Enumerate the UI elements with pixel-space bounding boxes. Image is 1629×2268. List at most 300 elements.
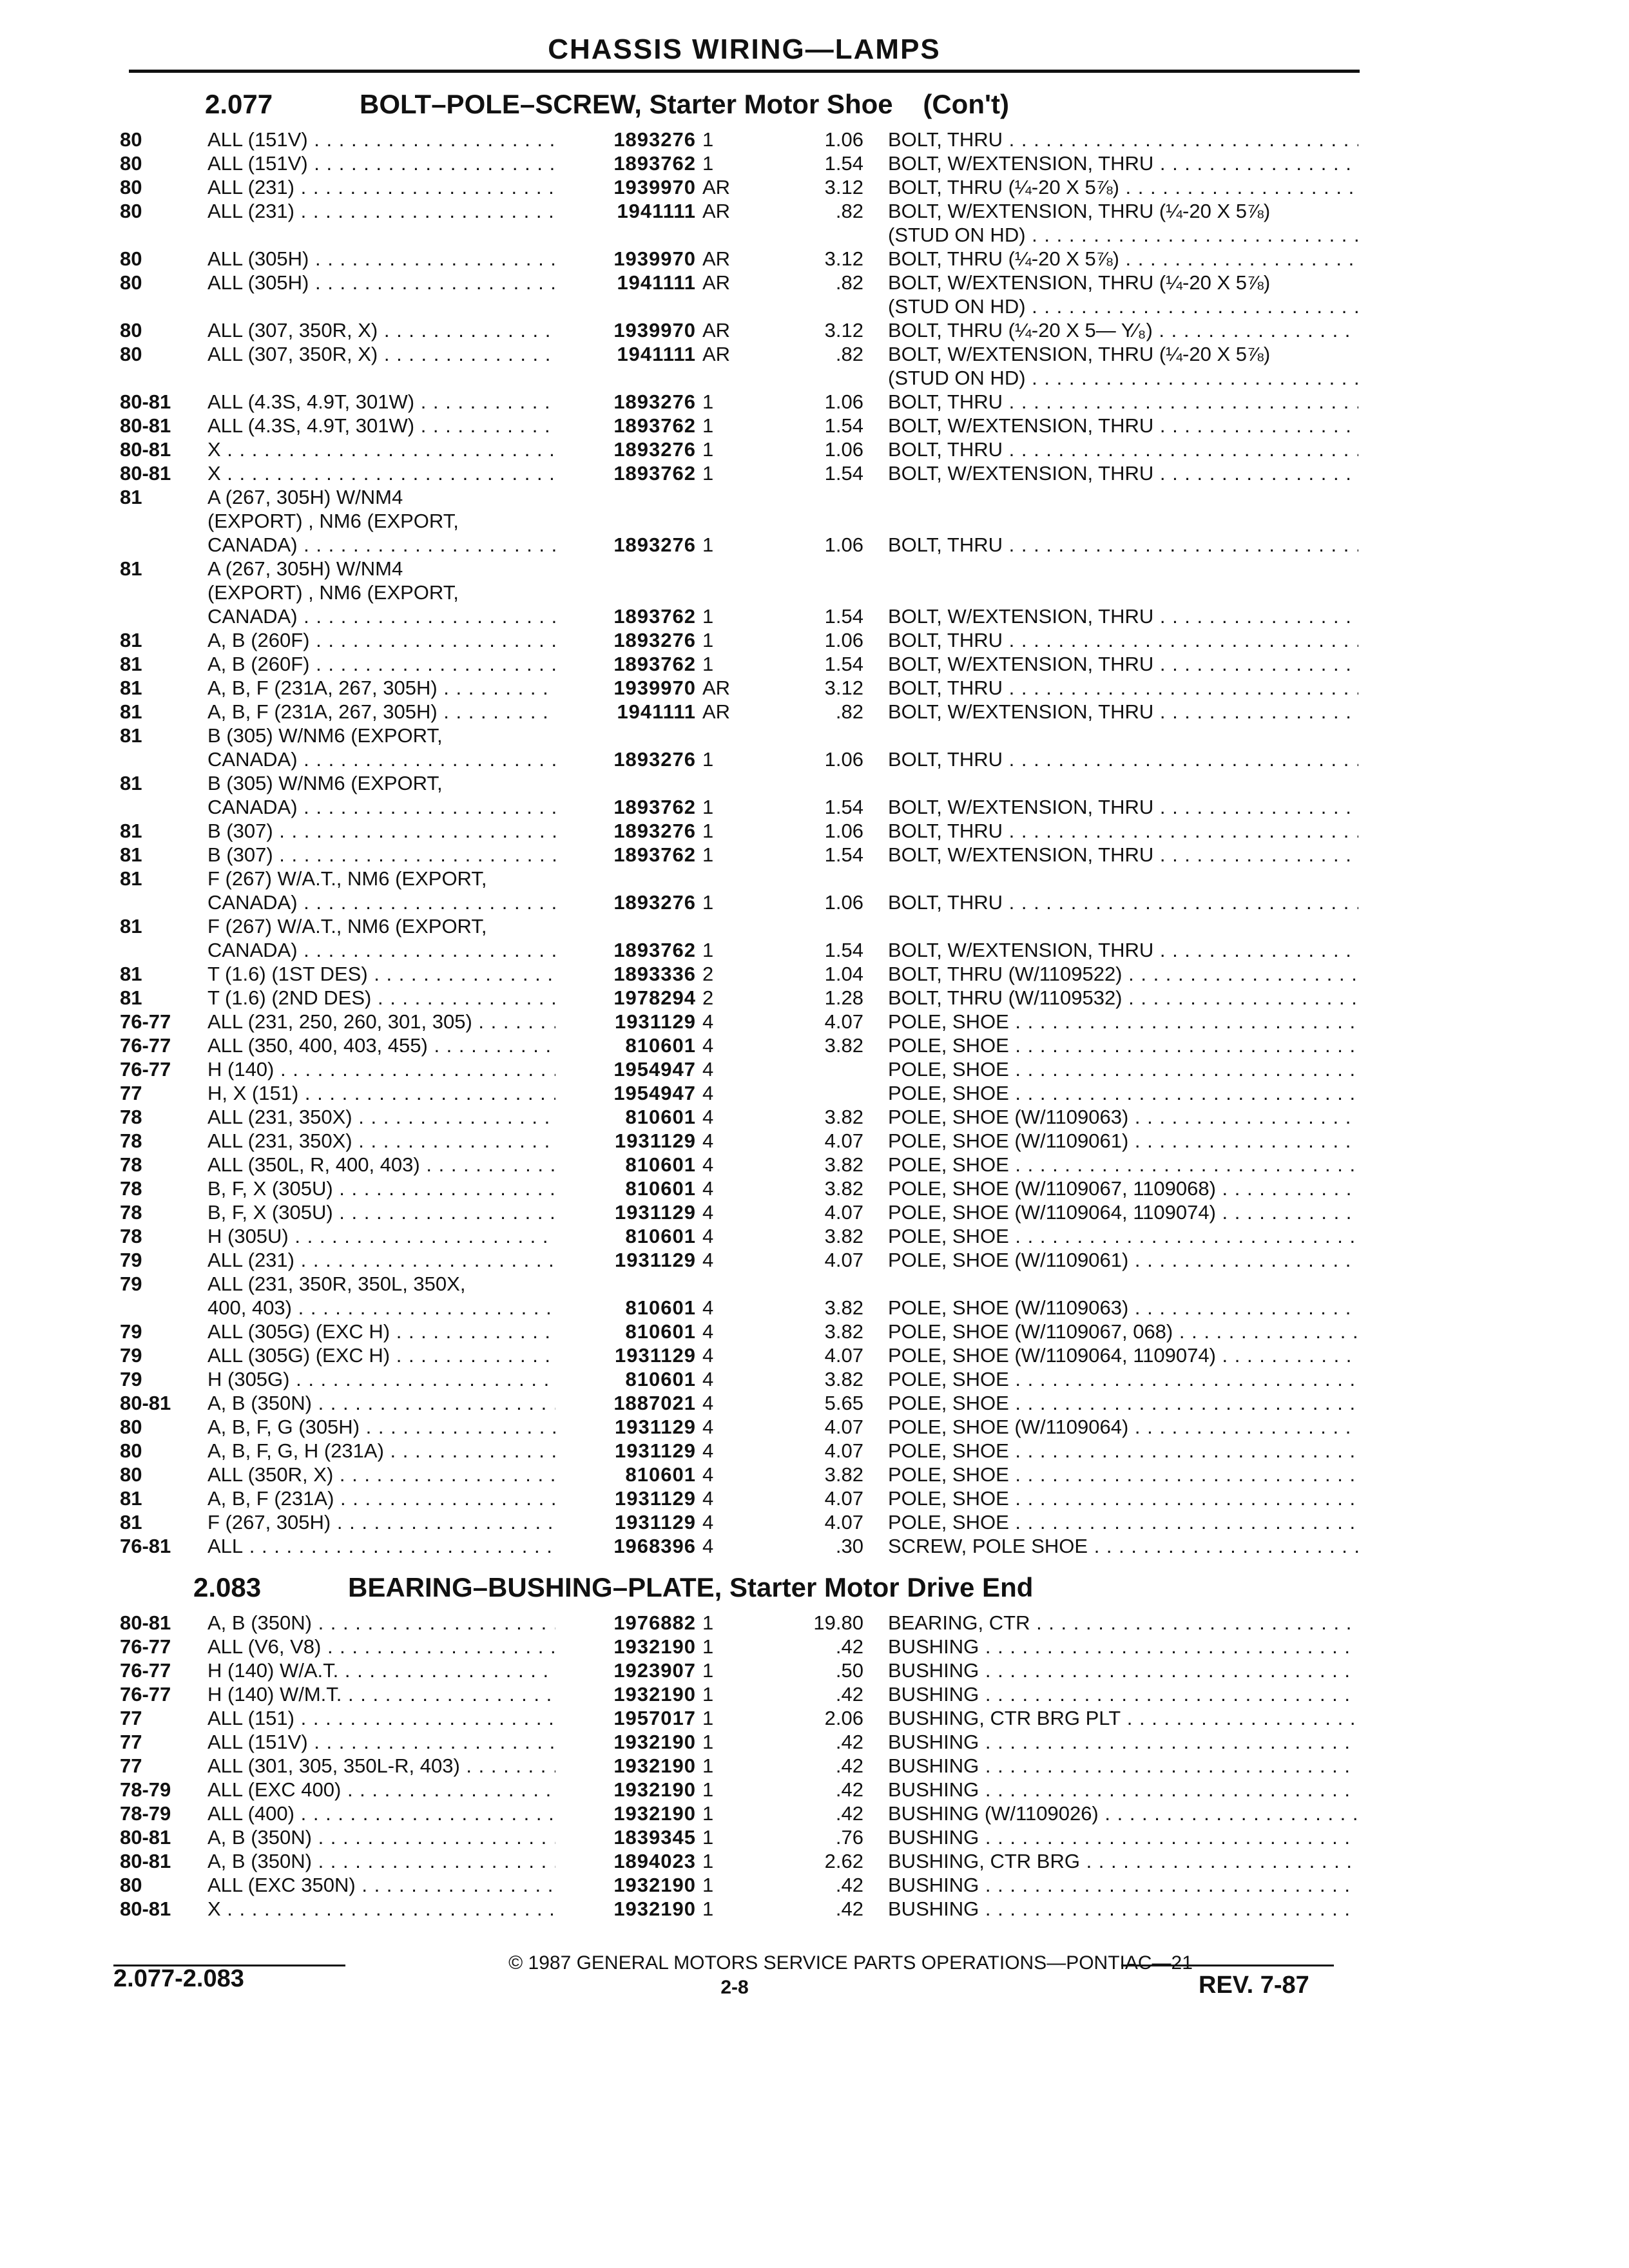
application-description: ALL (350L, R, 400, 403) . . . <box>207 1153 555 1177</box>
part-name: BOLT, THRU (¼-20 X 5⅞) . . . <box>888 175 1358 199</box>
table-row <box>0 1033 1629 1057</box>
part-number: 810601 <box>625 1177 696 1200</box>
price: .82 <box>835 200 863 222</box>
price: 1.06 <box>824 438 863 461</box>
part-number: 1941111 <box>617 700 696 723</box>
application-description: ALL (231, 350X) . . . <box>207 1129 555 1153</box>
model-year: 79 <box>120 1344 142 1367</box>
price: .82 <box>835 343 863 365</box>
table-row <box>0 604 1629 628</box>
table-row <box>0 1153 1629 1177</box>
table-row <box>0 533 1629 557</box>
quantity: 1 <box>702 1826 714 1849</box>
model-year: 81 <box>120 843 142 866</box>
model-year: 76-77 <box>120 1683 171 1706</box>
model-year: 81 <box>120 915 142 937</box>
price: 1.04 <box>824 963 863 985</box>
copyright-text: © 1987 GENERAL MOTORS SERVICE PARTS OPERATIONS—PONTIAC—21 <box>508 1952 1193 1974</box>
part-number: 1893762 <box>613 605 696 628</box>
quantity: 1 <box>702 1778 714 1801</box>
part-name: POLE, SHOE . . . <box>888 1439 1358 1463</box>
part-number: 1893762 <box>613 796 696 818</box>
table-row <box>0 1439 1629 1463</box>
part-number: 1893276 <box>613 533 696 556</box>
part-name: POLE, SHOE (W/1109061) . . . <box>888 1129 1358 1153</box>
quantity: 4 <box>702 1082 714 1104</box>
model-year: 80-81 <box>120 1826 171 1849</box>
price: 1.54 <box>824 796 863 818</box>
part-name: BOLT, W/EXTENSION, THRU (¼-20 X 5⅞) <box>888 200 1271 222</box>
section-title-bold: BOLT–POLE–SCREW, <box>360 89 642 119</box>
price: .30 <box>835 1535 863 1557</box>
model-year: 80-81 <box>120 1392 171 1414</box>
model-year: 78 <box>120 1129 142 1152</box>
part-name: BOLT, W/EXTENSION, THRU (¼-20 X 5⅞) <box>888 343 1271 365</box>
table-row <box>0 1611 1629 1635</box>
application-description: F (267, 305H) . . . <box>207 1510 555 1534</box>
table-row <box>0 676 1629 700</box>
model-year: 80 <box>120 271 142 294</box>
table-row <box>0 1825 1629 1849</box>
application-description: H (140) . . . <box>207 1057 555 1081</box>
price: 1.06 <box>824 629 863 651</box>
part-name: POLE, SHOE . . . <box>888 1057 1358 1081</box>
application-description: F (267) W/A.T., NM6 (EXPORT, <box>207 915 487 937</box>
part-number: 1893276 <box>613 128 696 151</box>
application-description: ALL (151) . . . <box>207 1706 555 1730</box>
price: 1.06 <box>824 748 863 771</box>
part-number: 1976882 <box>613 1611 696 1634</box>
price: 4.07 <box>824 1416 863 1438</box>
part-name: POLE, SHOE . . . <box>888 1463 1358 1486</box>
part-number: 810601 <box>625 1368 696 1390</box>
price: 4.07 <box>824 1249 863 1271</box>
quantity: 4 <box>702 1153 714 1176</box>
quantity: 1 <box>702 1754 714 1777</box>
part-number: 1893276 <box>613 891 696 914</box>
quantity: 4 <box>702 1010 714 1033</box>
price: 4.07 <box>824 1201 863 1224</box>
part-number: 1939970 <box>613 677 696 699</box>
model-year: 81 <box>120 557 142 580</box>
model-year: 78 <box>120 1201 142 1224</box>
price: .42 <box>835 1731 863 1753</box>
part-number: 1931129 <box>615 1487 696 1510</box>
model-year: 80-81 <box>120 1898 171 1920</box>
part-name: (STUD ON HD) . . . <box>888 366 1358 390</box>
part-number: 1893762 <box>613 653 696 675</box>
quantity: 4 <box>702 1439 714 1462</box>
part-name: (STUD ON HD) . . . <box>888 223 1358 247</box>
model-year: 80-81 <box>120 390 171 413</box>
price: .42 <box>835 1874 863 1896</box>
quantity: 1 <box>702 390 714 413</box>
application-description: T (1.6) (2ND DES) . . . <box>207 986 555 1010</box>
footer-copyright <box>348 1952 1353 1974</box>
model-year: 77 <box>120 1731 142 1753</box>
part-name: POLE, SHOE (W/1109064) . . . <box>888 1415 1358 1439</box>
quantity: 1 <box>702 1659 714 1682</box>
table-row <box>0 652 1629 676</box>
part-number: 1893336 <box>613 963 696 985</box>
table-row <box>0 1248 1629 1272</box>
model-year: 79 <box>120 1249 142 1271</box>
application-description: ALL (V6, V8) . . . <box>207 1635 555 1658</box>
quantity: AR <box>702 271 731 294</box>
price: 1.54 <box>824 462 863 485</box>
table-row <box>0 128 1629 151</box>
quantity: 1 <box>702 1802 714 1825</box>
quantity: 1 <box>702 128 714 151</box>
application-description: A, B, F, G, H (231A) . . . <box>207 1439 555 1463</box>
table-row <box>0 557 1629 581</box>
part-number: 1932190 <box>613 1683 696 1706</box>
quantity: AR <box>702 200 731 222</box>
price: 1.54 <box>824 843 863 866</box>
quantity: 1 <box>702 414 714 437</box>
quantity: 1 <box>702 748 714 771</box>
application-description: H, X (151) . . . <box>207 1081 555 1105</box>
price: .42 <box>835 1898 863 1920</box>
quantity: 1 <box>702 462 714 485</box>
part-name: POLE, SHOE . . . <box>888 1391 1358 1415</box>
table-row <box>0 581 1629 604</box>
model-year: 80 <box>120 1416 142 1438</box>
application-description: ALL (307, 350R, X) . . . <box>207 318 555 342</box>
part-number: 1931129 <box>615 1010 696 1033</box>
model-year: 77 <box>120 1082 142 1104</box>
table-row <box>0 1105 1629 1129</box>
part-name: BOLT, W/EXTENSION, THRU . . . <box>888 843 1358 867</box>
quantity: 4 <box>702 1392 714 1414</box>
table-row <box>0 1778 1629 1802</box>
application-description: X . . . <box>207 437 555 461</box>
price: 1.06 <box>824 891 863 914</box>
part-name: POLE, SHOE . . . <box>888 1033 1358 1057</box>
table-row <box>0 795 1629 819</box>
part-name: BOLT, THRU . . . <box>888 628 1358 652</box>
table-row <box>0 1415 1629 1439</box>
part-name: POLE, SHOE . . . <box>888 1010 1358 1033</box>
part-name: BOLT, W/EXTENSION, THRU . . . <box>888 700 1358 724</box>
table-row <box>0 1224 1629 1248</box>
application-description: H (305G) . . . <box>207 1367 555 1391</box>
table-row <box>0 1129 1629 1153</box>
section-number: 2.077 <box>205 89 273 119</box>
model-year: 81 <box>120 700 142 723</box>
table-row <box>0 294 1629 318</box>
part-number: 1932190 <box>613 1754 696 1777</box>
part-name: BOLT, THRU . . . <box>888 390 1358 414</box>
section-title-rest: Starter Motor Drive End <box>722 1572 1034 1602</box>
part-name: BOLT, W/EXTENSION, THRU . . . <box>888 461 1358 485</box>
price: 2.06 <box>824 1707 863 1729</box>
table-row <box>0 1730 1629 1754</box>
part-number: 810601 <box>625 1106 696 1128</box>
part-name: BUSHING, CTR BRG PLT . . . <box>888 1706 1358 1730</box>
section-title <box>348 1572 1033 1603</box>
quantity: 4 <box>702 1320 714 1343</box>
model-year: 81 <box>120 486 142 508</box>
price: 4.07 <box>824 1511 863 1533</box>
application-description: B (305) W/NM6 (EXPORT, <box>207 772 443 794</box>
application-description: ALL (307, 350R, X) . . . <box>207 342 555 366</box>
part-number: 1941111 <box>617 200 696 222</box>
table-row <box>0 1873 1629 1897</box>
price: .42 <box>835 1754 863 1777</box>
quantity: 1 <box>702 1611 714 1634</box>
application-description: ALL (305G) (EXC H) . . . <box>207 1343 555 1367</box>
section-title-suffix: (Con't) <box>923 89 1009 119</box>
application-description: ALL (231) . . . <box>207 199 555 223</box>
application-description: CANADA) . . . <box>207 795 555 819</box>
model-year: 78 <box>120 1177 142 1200</box>
part-number: 1939970 <box>613 247 696 270</box>
application-description: CANADA) . . . <box>207 747 555 771</box>
application-description: B (307) . . . <box>207 843 555 867</box>
quantity: AR <box>702 343 731 365</box>
part-name: BOLT, THRU . . . <box>888 676 1358 700</box>
quantity: 4 <box>702 1058 714 1081</box>
table-row <box>0 914 1629 938</box>
model-year: 81 <box>120 724 142 747</box>
model-year: 80 <box>120 1463 142 1486</box>
application-description: ALL (231) . . . <box>207 175 555 199</box>
model-year: 81 <box>120 677 142 699</box>
part-name: BUSHING . . . <box>888 1754 1358 1778</box>
table-row <box>0 485 1629 509</box>
table-row <box>0 390 1629 414</box>
part-number: 1932190 <box>613 1778 696 1801</box>
table-row <box>0 628 1629 652</box>
part-number: 1931129 <box>615 1439 696 1462</box>
application-description: ALL (151V) . . . <box>207 128 555 151</box>
application-description: H (140) W/M.T. . . . <box>207 1682 555 1706</box>
application-description: A, B (350N) . . . <box>207 1611 555 1635</box>
part-number: 1923907 <box>613 1659 696 1682</box>
quantity: 1 <box>702 820 714 842</box>
table-row <box>0 1486 1629 1510</box>
table-row <box>0 819 1629 843</box>
price: 1.06 <box>824 820 863 842</box>
price: .42 <box>835 1683 863 1706</box>
part-name: BUSHING . . . <box>888 1682 1358 1706</box>
price: 4.07 <box>824 1010 863 1033</box>
application-description: ALL (4.3S, 4.9T, 301W) . . . <box>207 390 555 414</box>
part-name: POLE, SHOE (W/1109061) . . . <box>888 1248 1358 1272</box>
table-row <box>0 151 1629 175</box>
application-description: B, F, X (305U) . . . <box>207 1177 555 1200</box>
quantity: AR <box>702 176 731 198</box>
part-number: 1931129 <box>615 1416 696 1438</box>
part-name: POLE, SHOE . . . <box>888 1224 1358 1248</box>
table-row <box>0 437 1629 461</box>
application-description: ALL (350R, X) . . . <box>207 1463 555 1486</box>
model-year: 76-77 <box>120 1635 171 1658</box>
part-name: BOLT, THRU (¼-20 X 5— Y⁄₈) . . . <box>888 318 1358 342</box>
application-description: T (1.6) (1ST DES) . . . <box>207 962 555 986</box>
part-number: 1957017 <box>613 1707 696 1729</box>
part-name: BUSHING . . . <box>888 1658 1358 1682</box>
model-year: 76-77 <box>120 1034 171 1057</box>
part-number: 1932190 <box>613 1635 696 1658</box>
model-year: 81 <box>120 772 142 794</box>
part-number: 1932190 <box>613 1731 696 1753</box>
price: 3.12 <box>824 176 863 198</box>
quantity: 4 <box>702 1106 714 1128</box>
table-row <box>0 1177 1629 1200</box>
section-title-rest: Starter Motor Shoe <box>641 89 893 119</box>
quantity: 1 <box>702 605 714 628</box>
application-description: A, B (350N) . . . <box>207 1849 555 1873</box>
part-number: 1893276 <box>613 748 696 771</box>
table-row <box>0 1682 1629 1706</box>
application-description: CANADA) . . . <box>207 533 555 557</box>
quantity: 4 <box>702 1487 714 1510</box>
application-description: A, B (260F) . . . <box>207 652 555 676</box>
price: 3.82 <box>824 1463 863 1486</box>
quantity: 1 <box>702 843 714 866</box>
quantity: AR <box>702 247 731 270</box>
price: .82 <box>835 700 863 723</box>
part-name: POLE, SHOE (W/1109063) . . . <box>888 1105 1358 1129</box>
quantity: AR <box>702 700 731 723</box>
part-number: 810601 <box>625 1153 696 1176</box>
quantity: 1 <box>702 1874 714 1896</box>
quantity: 4 <box>702 1201 714 1224</box>
quantity: 1 <box>702 1683 714 1706</box>
table-row <box>0 342 1629 366</box>
model-year: 80 <box>120 200 142 222</box>
table-row <box>0 1463 1629 1486</box>
application-description: ALL (350, 400, 403, 455) . . . <box>207 1033 555 1057</box>
model-year: 80 <box>120 247 142 270</box>
model-year: 80 <box>120 343 142 365</box>
part-name: BOLT, THRU . . . <box>888 819 1358 843</box>
part-number: 1931129 <box>615 1249 696 1271</box>
price: 5.65 <box>824 1392 863 1414</box>
application-description: CANADA) . . . <box>207 890 555 914</box>
application-description: 400, 403) . . . <box>207 1296 555 1320</box>
model-year: 81 <box>120 867 142 890</box>
application-description: X . . . <box>207 1897 555 1921</box>
price: 3.82 <box>824 1177 863 1200</box>
model-year: 76-81 <box>120 1535 171 1557</box>
part-name: BOLT, THRU . . . <box>888 128 1358 151</box>
table-row <box>0 509 1629 533</box>
part-name: SCREW, POLE SHOE . . . <box>888 1534 1358 1558</box>
quantity: 4 <box>702 1511 714 1533</box>
part-name: POLE, SHOE (W/1109067, 068) . . . <box>888 1320 1358 1343</box>
quantity: 4 <box>702 1344 714 1367</box>
model-year: 80 <box>120 152 142 175</box>
table-row <box>0 890 1629 914</box>
quantity: 2 <box>702 963 714 985</box>
application-description: A (267, 305H) W/NM4 <box>207 486 403 508</box>
quantity: 4 <box>702 1225 714 1247</box>
price: 3.82 <box>824 1368 863 1390</box>
model-year: 81 <box>120 820 142 842</box>
model-year: 77 <box>120 1754 142 1777</box>
quantity: 1 <box>702 1898 714 1920</box>
part-name: POLE, SHOE (W/1109063) . . . <box>888 1296 1358 1320</box>
part-name: BOLT, W/EXTENSION, THRU . . . <box>888 795 1358 819</box>
model-year: 80 <box>120 128 142 151</box>
model-year: 80-81 <box>120 1611 171 1634</box>
price: 1.54 <box>824 605 863 628</box>
table-row <box>0 247 1629 271</box>
model-year: 81 <box>120 1511 142 1533</box>
part-number: 1893276 <box>613 820 696 842</box>
part-number: 1893276 <box>613 438 696 461</box>
table-row <box>0 986 1629 1010</box>
quantity: 4 <box>702 1368 714 1390</box>
model-year: 76-77 <box>120 1010 171 1033</box>
price: 3.82 <box>824 1153 863 1176</box>
footer-revision: REV. 7-87 <box>1199 1972 1309 1999</box>
application-description: ALL (151V) . . . <box>207 151 555 175</box>
part-number: 1941111 <box>617 343 696 365</box>
part-number: 1941111 <box>617 271 696 294</box>
part-name: POLE, SHOE (W/1109064, 1109074) . . . <box>888 1200 1358 1224</box>
part-name: BOLT, W/EXTENSION, THRU . . . <box>888 414 1358 437</box>
price: 1.28 <box>824 986 863 1009</box>
part-name: POLE, SHOE . . . <box>888 1367 1358 1391</box>
part-number: 810601 <box>625 1320 696 1343</box>
table-row <box>0 1320 1629 1343</box>
header-rule <box>129 70 1360 73</box>
part-name: (STUD ON HD) . . . <box>888 294 1358 318</box>
table-row <box>0 1534 1629 1558</box>
quantity: 4 <box>702 1535 714 1557</box>
part-name: BUSHING . . . <box>888 1778 1358 1802</box>
section-title-bold: BEARING–BUSHING–PLATE, <box>348 1572 722 1602</box>
model-year: 78 <box>120 1106 142 1128</box>
part-name: BOLT, THRU (W/1109522) . . . <box>888 962 1358 986</box>
quantity: AR <box>702 319 731 341</box>
table-row <box>0 962 1629 986</box>
part-name: BOLT, W/EXTENSION, THRU . . . <box>888 151 1358 175</box>
quantity: 4 <box>702 1177 714 1200</box>
application-description: ALL (231, 250, 260, 301, 305) . . . <box>207 1010 555 1033</box>
table-row <box>0 1081 1629 1105</box>
part-number: 810601 <box>625 1296 696 1319</box>
price: 4.07 <box>824 1344 863 1367</box>
table-row <box>0 1510 1629 1534</box>
table-row <box>0 867 1629 890</box>
price: 2.62 <box>824 1850 863 1872</box>
part-name: BUSHING . . . <box>888 1897 1358 1921</box>
model-year: 81 <box>120 629 142 651</box>
price: 4.07 <box>824 1487 863 1510</box>
part-name: BOLT, THRU (¼-20 X 5⅞) . . . <box>888 247 1358 271</box>
application-description: (EXPORT) , NM6 (EXPORT, <box>207 581 459 604</box>
application-description: ALL (305G) (EXC H) . . . <box>207 1320 555 1343</box>
part-name: BUSHING . . . <box>888 1873 1358 1897</box>
model-year: 80-81 <box>120 1850 171 1872</box>
application-description: ALL (305H) . . . <box>207 271 555 294</box>
quantity: 1 <box>702 891 714 914</box>
table-row <box>0 414 1629 437</box>
section-number: 2.083 <box>193 1572 262 1602</box>
part-number: 1932190 <box>613 1874 696 1896</box>
price: 3.12 <box>824 677 863 699</box>
application-description: CANADA) . . . <box>207 938 555 962</box>
part-number: 1931129 <box>615 1344 696 1367</box>
part-number: 1839345 <box>613 1826 696 1849</box>
price: 1.54 <box>824 939 863 961</box>
table-row <box>0 1367 1629 1391</box>
